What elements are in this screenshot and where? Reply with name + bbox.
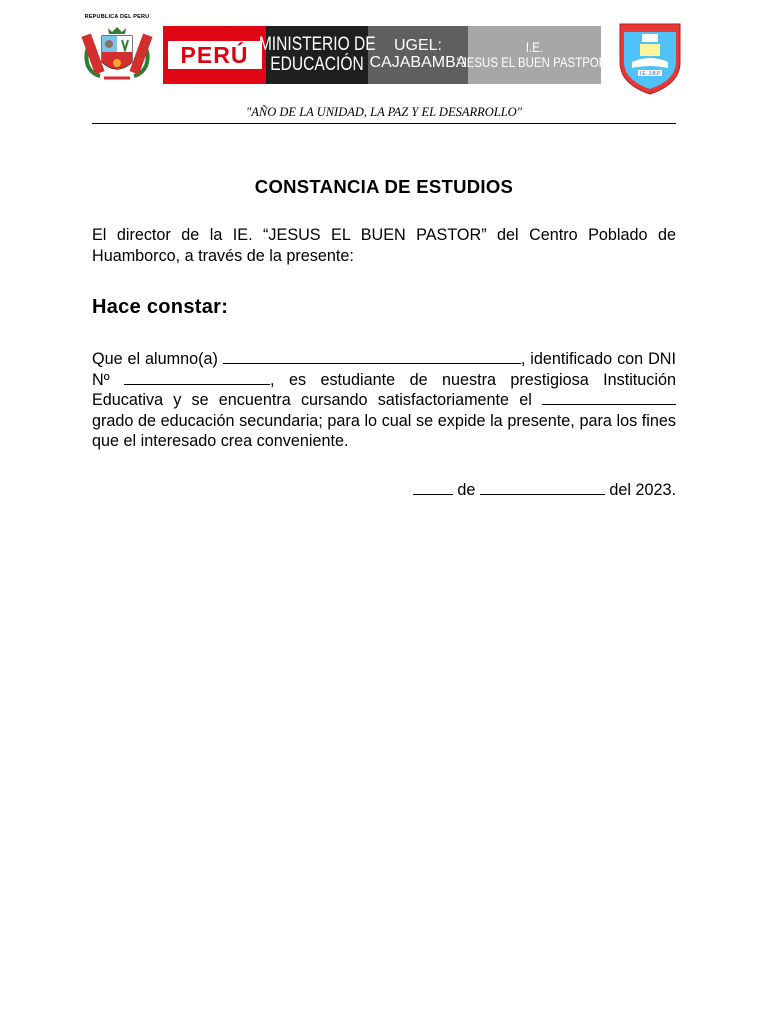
body-text-part4: grado de educación secundaria; para lo cual se expide la presente, para los fines que el interesado crea conveniente. (92, 411, 676, 450)
crest-caption: REPUBLICA DEL PERU (84, 14, 150, 20)
grade-blank (542, 390, 676, 405)
ugel-line1: UGEL: (393, 37, 442, 55)
student-name-blank (223, 349, 521, 364)
date-year-label: del 2023. (609, 481, 676, 499)
ugel-line2: CAJABAMBA (369, 54, 467, 71)
body-paragraph (92, 349, 676, 452)
date-line (92, 480, 676, 500)
ministerio-line1: MINISTERIO DE (258, 34, 376, 56)
coat-of-arms-icon (80, 14, 154, 90)
peru-coat-of-arms-logo (80, 14, 154, 90)
crest-right-caption: I.E. J.B.P (639, 71, 661, 77)
ie-banner-segment (457, 26, 612, 84)
year-motto: "AÑO DE LA UNIDAD, LA PAZ Y EL DESARROLLO" (246, 105, 522, 119)
date-de-label: de (457, 481, 476, 499)
hace-constar-heading: Hace constar: (92, 296, 229, 318)
ie-line2: "JESUS EL BUEN PASTPOR" (457, 54, 612, 70)
peru-banner-segment (163, 26, 266, 84)
month-blank (480, 480, 605, 495)
body-text-part1: Que el alumno(a) (92, 350, 218, 368)
ministerio-banner-segment (258, 26, 376, 84)
ministerio-line2: EDUCACIÓN (270, 54, 364, 75)
day-blank (413, 480, 453, 495)
document-title: CONSTANCIA DE ESTUDIOS (254, 176, 514, 197)
peru-label: PERÚ (168, 41, 262, 69)
school-shield-icon (614, 18, 686, 96)
institution-banner (163, 26, 612, 84)
body-text-part3: , es estudiante de nuestra prestigiosa Institución Educativa y se encuentra cursando satisfactoriamente el (92, 370, 676, 409)
ugel-banner-segment (368, 26, 468, 84)
intro-paragraph: El director de la IE. “JESUS EL BUEN PASTOR” del Centro Poblado de Huamborco, a través de la presente: (92, 226, 676, 265)
school-crest-logo (614, 18, 686, 96)
body-text-part2: , identificado con DNI Nº (92, 350, 676, 389)
ie-line1: I.E. (525, 39, 544, 56)
header-divider (92, 123, 676, 124)
dni-blank (124, 370, 270, 385)
